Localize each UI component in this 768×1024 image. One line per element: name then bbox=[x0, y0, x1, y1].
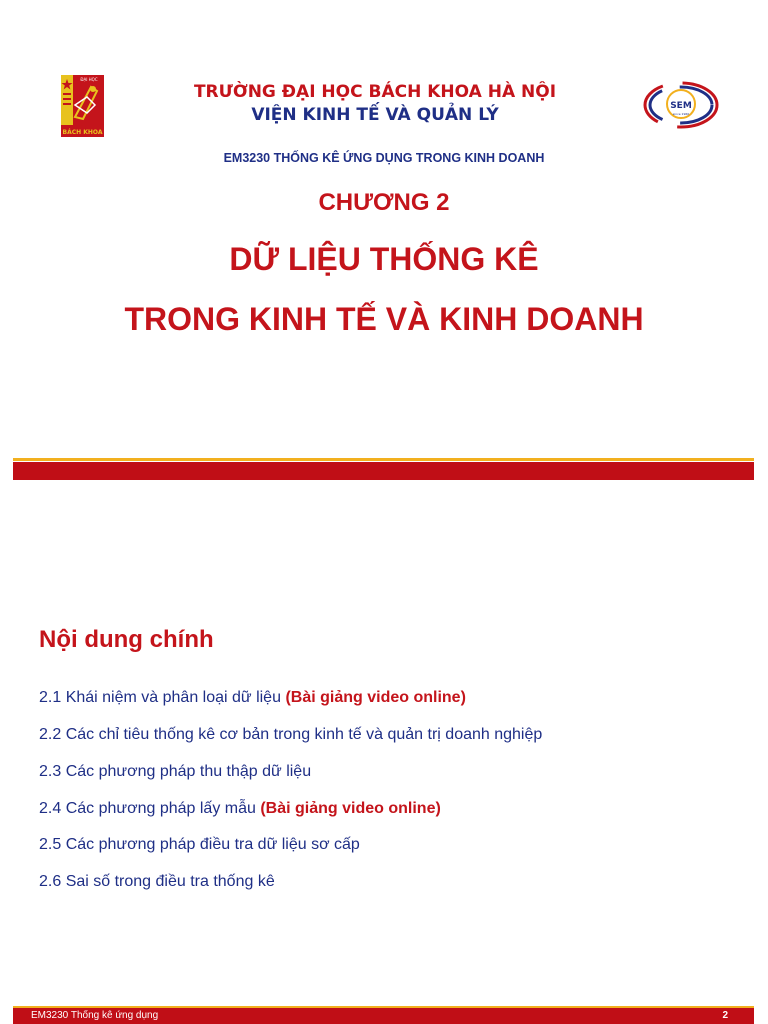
toc-item-text: 2.3 Các phương pháp thu thập dữ liệu bbox=[39, 763, 312, 780]
slide-title-line-1: DỮ LIỆU THỐNG KÊ bbox=[229, 241, 539, 277]
toc-item-note: (Bài giảng video online) bbox=[260, 800, 441, 817]
toc-item-text: 2.5 Các phương pháp điều tra dữ liệu sơ cấp bbox=[39, 836, 360, 853]
chapter-label: CHƯƠNG 2 bbox=[318, 189, 450, 216]
contents-heading: Nội dung chính bbox=[39, 626, 214, 653]
bach-khoa-logo-top-text: ĐẠI HỌC bbox=[80, 77, 98, 82]
toc-item-2-4 bbox=[39, 800, 441, 818]
divider-gold bbox=[13, 458, 754, 461]
sem-logo-text: SEM bbox=[670, 101, 692, 111]
toc-item-note: (Bài giảng video online) bbox=[285, 689, 466, 706]
slide-title-line-2: TRONG KINH TẾ VÀ KINH DOANH bbox=[124, 301, 644, 337]
toc-item-2-2 bbox=[39, 726, 542, 744]
sem-logo-subtext: since 1960 bbox=[672, 112, 690, 116]
divider-red-bar bbox=[13, 462, 754, 480]
toc-item-2-1 bbox=[39, 689, 466, 707]
bach-khoa-logo-bottom-text: BÁCH KHOA bbox=[62, 129, 103, 136]
footer-course-label: EM3230 Thống kê ứng dụng bbox=[31, 1010, 159, 1021]
toc-item-2-5 bbox=[39, 836, 360, 854]
institute-name: VIỆN KINH TẾ VÀ QUẢN LÝ bbox=[251, 105, 499, 125]
footer-bar bbox=[13, 1008, 754, 1024]
toc-item-text: 2.6 Sai số trong điều tra thống kê bbox=[39, 873, 275, 890]
page-number: 2 bbox=[722, 1010, 728, 1021]
toc-item-2-3 bbox=[39, 763, 311, 781]
toc-item-text: 2.1 Khái niệm và phân loại dữ liệu bbox=[39, 689, 281, 706]
toc-item-text: 2.2 Các chỉ tiêu thống kê cơ bản trong kinh tế và quản trị doanh nghiệp bbox=[39, 726, 543, 743]
sem-logo bbox=[642, 80, 720, 130]
bach-khoa-logo bbox=[61, 75, 104, 137]
toc-item-text: 2.4 Các phương pháp lấy mẫu bbox=[39, 800, 256, 817]
toc-item-2-6 bbox=[39, 873, 275, 891]
university-name: TRƯỜNG ĐẠI HỌC BÁCH KHOA HÀ NỘI bbox=[193, 82, 557, 102]
course-title: EM3230 THỐNG KÊ ỨNG DỤNG TRONG KINH DOANH bbox=[223, 151, 545, 165]
